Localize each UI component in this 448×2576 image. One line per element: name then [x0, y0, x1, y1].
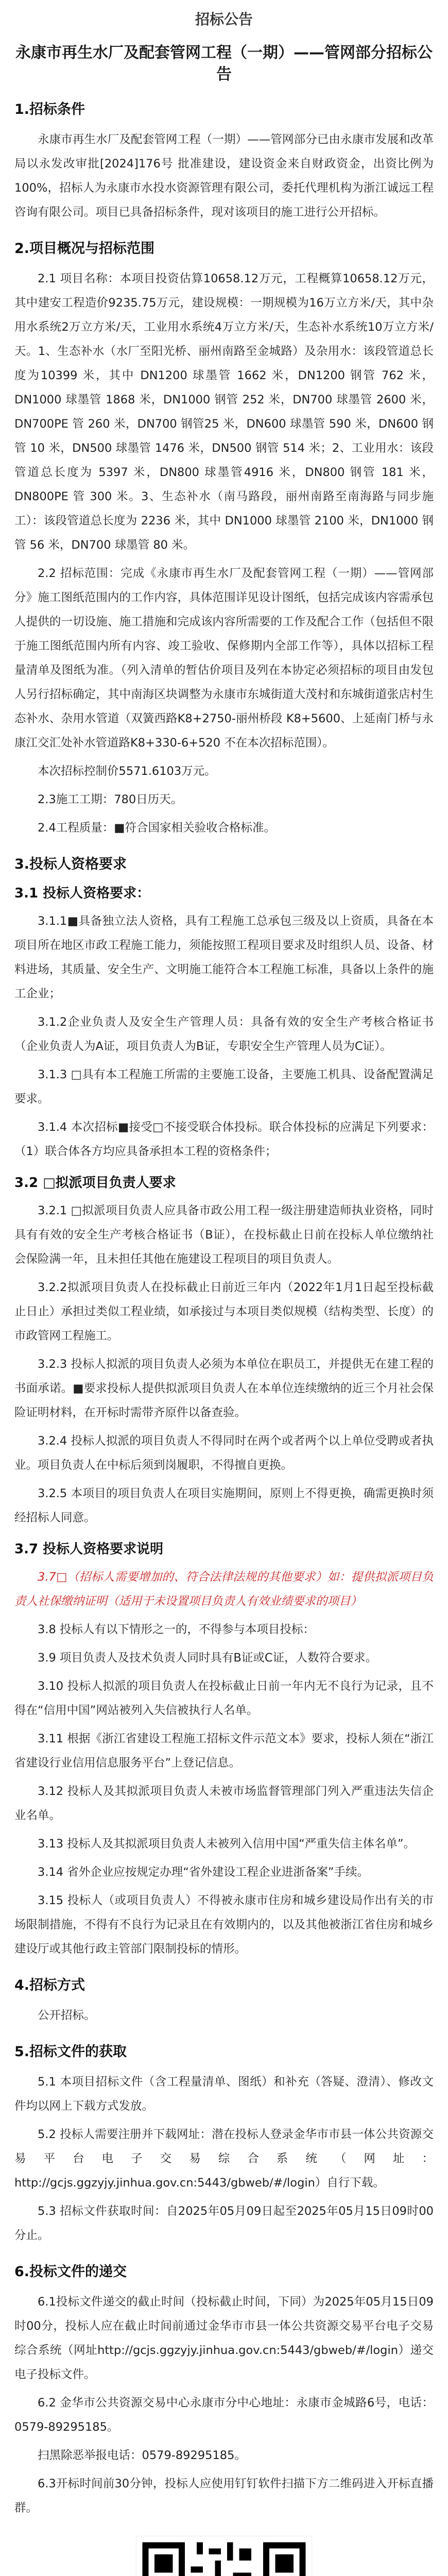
section-6-paragraph: 6.3开标时间前30分钟，投标人应使用钉钉软件扫描下方二维码进入开标直播群。 [14, 2477, 434, 2515]
section-3-2-item: 3.2.4 投标人拟派的项目负责人不得同时在两个或者两个以上单位受聘或者执业。项目负责人在中标后须到岗履职，不得擅自更换。 [14, 1434, 434, 1472]
section-3-7-item: 3.8 投标人有以下情形之一的，不得参与本项目投标： [38, 1623, 315, 1636]
section-heading-2: 2.项目概况与招标范围 [14, 241, 155, 257]
section-heading-1: 1.招标条件 [14, 101, 85, 117]
section-4-paragraph: 公开招标。 [38, 2009, 96, 2022]
section-heading-6: 6.投标文件的递交 [14, 2264, 127, 2280]
section-2-paragraph: 2.1 项目名称：本项目投资估算10658.12万元，工程概算10658.12万元，其中建安工程造价9235.75万元，建设规模：一期规模为16万立方米/天，其中杂用水系统2万立方米/天，工业用水系统4万立方米/天，生态补水系统10万立方米/天。1、生态补水（水厂至阳光桥、丽州南路至金城路）及杂用水：该段管道总长度为10399 米，其中 DN1200 球墨管 1662 米，DN1200 钢管 762 米，DN1000 球墨管 1868 米，DN1000 钢管 252 米，DN700 球墨管 2600 米，DN700PE 管 260 米，DN700 钢管25 米，DN600 球墨管 590 米，DN600 钢管 10 米，DN500 球墨管 1476 米，DN500 钢管 514 米；2、工业用水：该段管道总长度为 5397 米，DN800 球墨管4916 米，DN800 钢管 181 米，DN800PE 管 300 米。3、生态补水（南马路段，丽州南路至南海路与同步施工）：该段管道总长度为 2236 米，其中 DN1000 球墨管 2100 米，DN1000 钢管 56 米，DN700 球墨管 80 米。 [14, 272, 434, 552]
section-1-paragraph: 永康市再生水厂及配套管网工程（一期）——管网部分已由永康市发展和改革局以永发改审批[2024]176号 批准建设，建设资金来自财政资金，出资比例为100%，招标人为永康市水投水资源管理有限公司，委托代理机构为浙江诚远工程咨询有限公司。项目已具备招标条件，现对该项目的施工进行公开招标。 [14, 133, 434, 219]
section-3-2-item: 3.2.5 本项目的项目负责人在项目实施期间，原则上不得更换，确需更换时须经招标人同意。 [14, 1487, 434, 1524]
section-heading-3: 3.投标人资格要求 [14, 856, 127, 872]
section-3-1-item: 3.1.2企业负责人及安全生产管理人员：具备有效的安全生产考核合格证书（企业负责人为A证，项目负责人为B证，专职安全生产管理人员为C证）。 [14, 1015, 434, 1053]
section-3-7-item: 3.9 项目负责人及技术负责人同时具有B证或C证，人数符合要求。 [38, 1651, 377, 1665]
section-5-paragraph: 5.1 本项目招标文件（含工程量清单、图纸）和补充（答疑、澄清）、修改文件均以网上下载方式发放。 [14, 2075, 434, 2113]
section-2-paragraph: 2.3施工工期：780日历天。 [38, 793, 183, 806]
section-3-7-item: 3.12 投标人及其拟派项目负责人未被市场监督管理部门列入严重违法失信企业名单。 [14, 1785, 434, 1822]
section-3-1-item: 3.1.3 □具有本工程施工所需的主要施工设备，主要施工机具、设备配置满足要求。 [14, 1068, 434, 1106]
subsection-heading-3-7: 3.7 投标人资格要求说明 [14, 1541, 164, 1557]
section-3-7-highlight: 3.7□（招标人需要增加的、符合法律法规的其他要求）如：提供拟派项目负责人社保缴纳证明（适用于未设置项目负责人有效业绩要求的项目） [14, 1570, 434, 1608]
subsection-heading-3-2: 3.2 □拟派项目负责人要求 [14, 1175, 176, 1191]
section-3-7-item: 3.10 投标人拟派的项目负责人在投标截止日前一年内无不良行为记录，且不得在“信用中国”网站被列入失信被执行人名单。 [14, 1680, 434, 1717]
section-3-2-item: 3.2.3 投标人拟派的项目负责人必须为本单位在职员工，并提供无在建工程的书面承诺。■要求投标人提供拟派项目负责人在本单位连续缴纳的近三个月社会保险证明材料，在开标时需带齐原件以备查验。 [14, 1358, 434, 1419]
section-3-7-item: 3.13 投标人及其拟派项目负责人未被列入信用中国“严重失信主体名单”。 [38, 1837, 416, 1851]
document-subtitle: 永康市再生水厂及配套管网工程（一期）——管网部分招标公告 [15, 44, 433, 83]
section-6-paragraph: 6.2 金华市公共资源交易中心永康市分中心地址：永康市金城路6号，电话：0579-89295185。 [14, 2396, 434, 2434]
section-heading-5: 5.招标文件的获取 [14, 2044, 127, 2060]
section-3-1-item: 3.1.4 本次招标■接受□不接受联合体投标。联合体投标的应满足下列要求：（1）联合体各方均应具备承担本工程的资格条件； [14, 1121, 434, 1158]
section-3-7-item: 3.15 投标人（或项目负责人）不得被永康市住房和城乡建设局作出有关的市场限制措施，不得有不良行为记录且在有效期内的，以及其他被浙江省住房和城乡建设厅或其他行政主管部门限制投标的情形。 [14, 1894, 434, 1956]
section-3-7-item: 3.11 根据《浙江省建设工程施工招标文件示范文本》要求，投标人须在“浙江省建设行业信用信息服务平台”上登记信息。 [14, 1732, 434, 1770]
section-3-2-item: 3.2.2拟派项目负责人在投标截止日前近三年内（2022年1月1日起至投标截止日止）承担过类似工程业绩，如承接过与本项目类似规模（结构类型、长度）的市政管网工程施工。 [14, 1281, 434, 1343]
qr-code-icon[interactable] [136, 2536, 312, 2576]
section-6-paragraph: 扫黑除恶举报电话：0579-89295185。 [38, 2449, 246, 2462]
section-2-paragraph: 2.4工程质量：■符合国家相关验收合格标准。 [38, 821, 276, 835]
section-heading-4: 4.招标方式 [14, 1977, 85, 1993]
section-5-paragraph: 5.2 投标人需要注册并下载网址：潜在投标人登录金华市市县一体公共资源交易平台电子交易综合系统（网址：http://gcjs.ggzyjy.jinhua.gov.cn:5443/gbweb/#/login）自行下载。 [14, 2128, 434, 2190]
qr-code-container [14, 2536, 434, 2576]
section-2-paragraph: 本次招标控制价5571.6103万元。 [38, 765, 216, 778]
section-3-7-item: 3.14 省外企业应按规定办理“省外建设工程企业进浙备案”手续。 [38, 1866, 369, 1879]
section-2-paragraph: 2.2 招标范围：完成《永康市再生水厂及配套管网工程（一期）——管网部分》施工图纸范围内的工作内容，具体范围详见设计图纸，包括完成该内容需承包人提供的一切设施、施工措施和完成该内容所需要的工作及配合工作（包括但不限于施工图纸范围内所有内容、竣工验收、保修期内全部工作等），具体以招标工程量清单及图纸为准。（列入清单的暂估价项目及列在本协定必须招标的项目由发包人另行招标确定，其中南海区块调整为永康市东城街道大茂村和东城街道张店村生态补水、杂用水管道（双簧西路K8+2750-丽州桥段 K8+5600、上延南门桥与永康江交汇处补水管道路K8+330-6+520 不在本次招标范围）。 [14, 567, 434, 750]
section-3-1-item: 3.1.1■具备独立法人资格，具有工程施工总承包三级及以上资质，具备在本项目所在地区市政工程施工能力，须能按照工程项目要求及时组织人员、设备、材料进场，其质量、安全生产、文明施工能符合本工程施工标准，具备以上条件的施工企业； [14, 914, 434, 1001]
section-5-paragraph: 5.3 招标文件获取时间：自2025年05月09日起至2025年05月15日09时00分止。 [14, 2205, 434, 2242]
section-6-paragraph: 6.1投标文件递交的截止时间（投标截止时间，下同）为2025年05月15日09时00分，投标人应在截止时间前通过金华市市县一体公共资源交易平台电子交易综合系统（网址http://gcjs.ggzyjy.jinhua.gov.cn:5443/gbweb/#/login）递交电子投标文件。 [14, 2295, 434, 2381]
section-3-2-item: 3.2.1 □拟派项目负责人应具备市政公用工程一级注册建造师执业资格，同时具有有效的安全生产考核合格证书（B证），在投标截止日前在投标人单位缴纳社会保险满一年，且未担任其他在施建设工程项目的项目负责人。 [14, 1204, 434, 1266]
page-title: 招标公告 [195, 11, 253, 28]
subsection-heading-3-1: 3.1 投标人资格要求： [14, 886, 150, 901]
